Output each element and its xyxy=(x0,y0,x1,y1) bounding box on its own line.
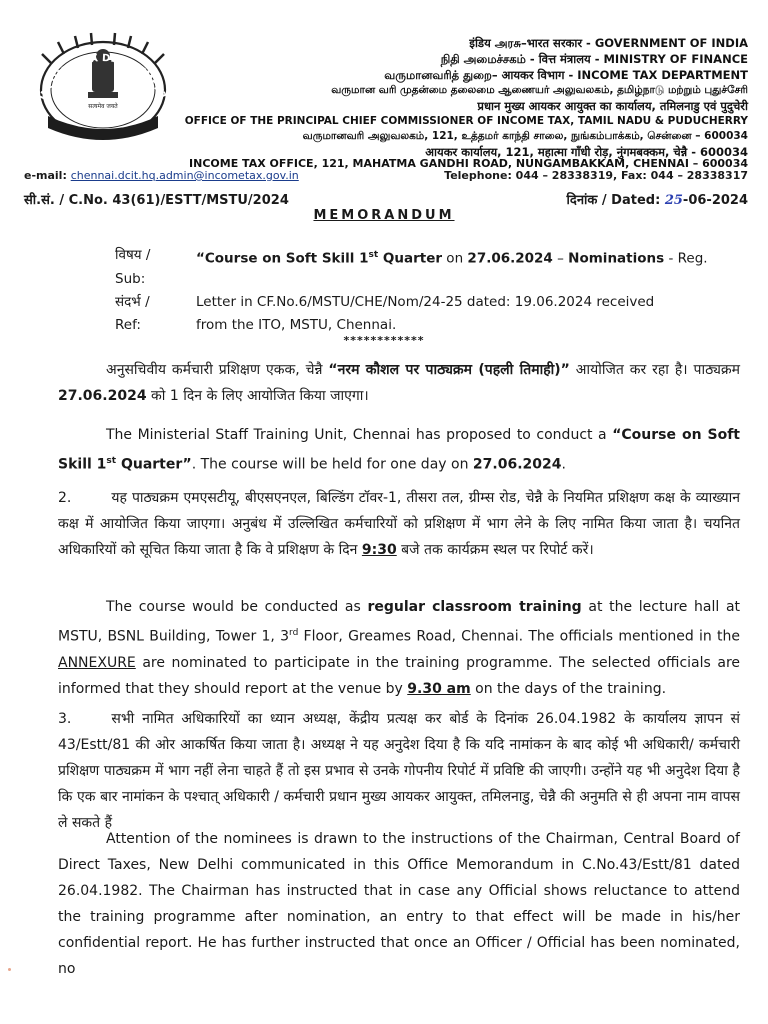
reference-label-english: Ref: xyxy=(115,317,141,333)
header-line-office-tamil: வருமான வரி முதன்மை தலைமை ஆணையர் அலுவலகம், தமிழ்நாடு மற்றும் புதுச்சேரி xyxy=(331,84,748,96)
file-number: सी.सं. / C.No. 43(61)/ESTT/MSTU/2024 xyxy=(24,193,289,208)
subject-label-english: Sub: xyxy=(115,271,146,287)
header-line-address-english: INCOME TAX OFFICE, 121, MAHATMA GANDHI ROAD, NUNGAMBAKKAM, CHENNAI – 600034 xyxy=(189,157,748,170)
income-tax-department-logo xyxy=(12,24,202,144)
logo-motto: सत्यमेव जयते xyxy=(88,103,118,110)
header-line-office-english: OFFICE OF THE PRINCIPAL CHIEF COMMISSIONER OF INCOME TAX, TAMIL NADU & PUDUCHERRY xyxy=(184,115,748,127)
logo-ring-text: INCOME TAX DEPARTMENT xyxy=(37,52,169,102)
header-line-government: इंडिय அரசு–भारत सरकार - GOVERNMENT OF INDIA xyxy=(469,36,748,50)
paragraph-3-number: 3. xyxy=(58,711,72,727)
reference-line-1: Letter in CF.No.6/MSTU/CHE/Nom/24-25 dated: 19.06.2024 received xyxy=(196,294,655,310)
email-link[interactable]: chennai.dcit.hq.admin@incometax.gov.in xyxy=(70,169,299,182)
telephone-fax: Telephone: 044 – 28338319, Fax: 044 – 28338317 xyxy=(444,169,748,182)
paragraph-1-hindi: अनुसचिवीय कर्मचारी प्रशिक्षण एकक, चेन्नै “नरम कौशल पर पाठ्यक्रम (पहली तिमाही)” आयोजित कर रहा है। पाठ्यक्रम 27.06.2024 को 1 दिन के लिए आयोजित किया जाएगा। xyxy=(58,362,740,404)
header-line-department: வருமானவரித் துறை– आयकर विभाग - INCOME TAX DEPARTMENT xyxy=(384,68,748,82)
header-line-address-tamil: வருமானவரி அலுவலகம், 121, உத்தமர் காந்தி சாலை, நுங்கம்பாக்கம், சென்னை – 600034 xyxy=(302,130,748,142)
paragraph-2-number: 2. xyxy=(58,490,72,506)
date-day-handwritten: 25 xyxy=(664,193,683,208)
header-line-ministry: நிதி அமைச்சகம் - वित्त मंत्रालय - MINISTRY OF FINANCE xyxy=(440,52,748,66)
memo-date: दिनांक / Dated: 25-06-2024 xyxy=(566,193,748,208)
email-line xyxy=(24,169,299,182)
subject-label-hindi: विषय / xyxy=(115,247,151,263)
paragraph-3-hindi: 3. सभी नामित अधिकारियों का ध्यान अध्यक्ष, केंद्रीय प्रत्यक्ष कर बोर्ड के दिनांक 26.04.1982 के कार्यालय ज्ञापन सं 43/Estt/81 की ओर आकर्षित किया जाता है। अध्यक्ष ने यह अनुदेश दिया है कि यदि नामांकन के बाद कोई भी अधिकारी/ कर्मचारी प्रशिक्षण पाठ्यक्रम में भाग नहीं लेना चाहते हैं तो इस प्रभाव से उनके गोपनीय रिपोर्ट में प्रविष्टि की जाएगी। उन्होंने यह भी अनुदेश दिया है कि एक बार नामांकन के पश्चात् अधिकारी / कर्मचारी प्रधान मुख्य आयकर आयुक्त, तमिलनाडु, चेन्नै की अनुमति से ही अपना नाम वापस ले सकते हैं xyxy=(58,711,740,831)
header-line-office-hindi: प्रधान मुख्य आयकर आयुक्त का कार्यालय, तमिलनाडु एवं पुदुचेरी xyxy=(477,99,748,113)
separator-stars: ************ xyxy=(343,334,425,347)
date-label: दिनांक / Dated: xyxy=(566,193,661,208)
paragraph-2-english: The course would be conducted as regular classroom training at the lecture hall at MSTU, BSNL Building, Tower 1, 3rd Floor, Greames Road, Chennai. The officials mentioned in the ANNEXURE are nominated to participate in the training programme. The selected officials are informed that they should report at the venue by 9.30 am on the days of the training. xyxy=(58,599,741,697)
subject-text: “Course on Soft Skill 1st Quarter on 27.06.2024 – Nominations - Reg. xyxy=(196,250,708,267)
date-month-year: 06-2024 xyxy=(688,193,748,208)
reference-line-2: from the ITO, MSTU, Chennai. xyxy=(196,317,397,333)
header-line-address-hindi: आयकर कार्यालय, 121, महात्मा गाँधी रोड़, नुंगमबक्कम, चेन्नै - 600034 xyxy=(425,145,748,159)
paragraph-3-english: Attention of the nominees is drawn to the instructions of the Chairman, Central Board of Direct Taxes, New Delhi communicated in this Office Memorandum in C.No.43/Estt/81 dated 26.04.1982. The Chairman has instructed that in case any Official shows reluctance to attend the training programme after nomination, an entry to that effect will be made in his/her confidential report. He has further instructed that once an Officer / Official has been nominated, no xyxy=(58,831,740,977)
email-label: e-mail: xyxy=(24,169,67,182)
memorandum-title: MEMORANDUM xyxy=(313,208,455,223)
paragraph-1-english: The Ministerial Staff Training Unit, Chennai has proposed to conduct a “Course on Soft Skill 1st Quarter”. The course will be held for one day on 27.06.2024. xyxy=(58,427,740,473)
paper-speck xyxy=(8,968,11,971)
annexure-reference: ANNEXURE xyxy=(58,654,136,671)
reference-label-hindi: संदर्भ / xyxy=(115,294,150,310)
paragraph-2-hindi: 2. यह पाठ्यक्रम एमएसटीयू, बीएसएनएल, बिल्डिंग टॉवर-1, तीसरा तल, ग्रीम्स रोड, चेन्नै के नियमित प्रशिक्षण कक्ष के व्याख्यान कक्ष में आयोजित किया जाएगा। अनुबंध में उल्लिखित कर्मचारियों को प्रशिक्षण में भाग लेने के लिए नामित किया जाता है। चयनित अधिकारियों को सूचित किया जाता है कि वे प्रशिक्षण के दिन 9:30 बजे तक कार्यक्रम स्थल पर रिपोर्ट करें। xyxy=(58,490,740,558)
